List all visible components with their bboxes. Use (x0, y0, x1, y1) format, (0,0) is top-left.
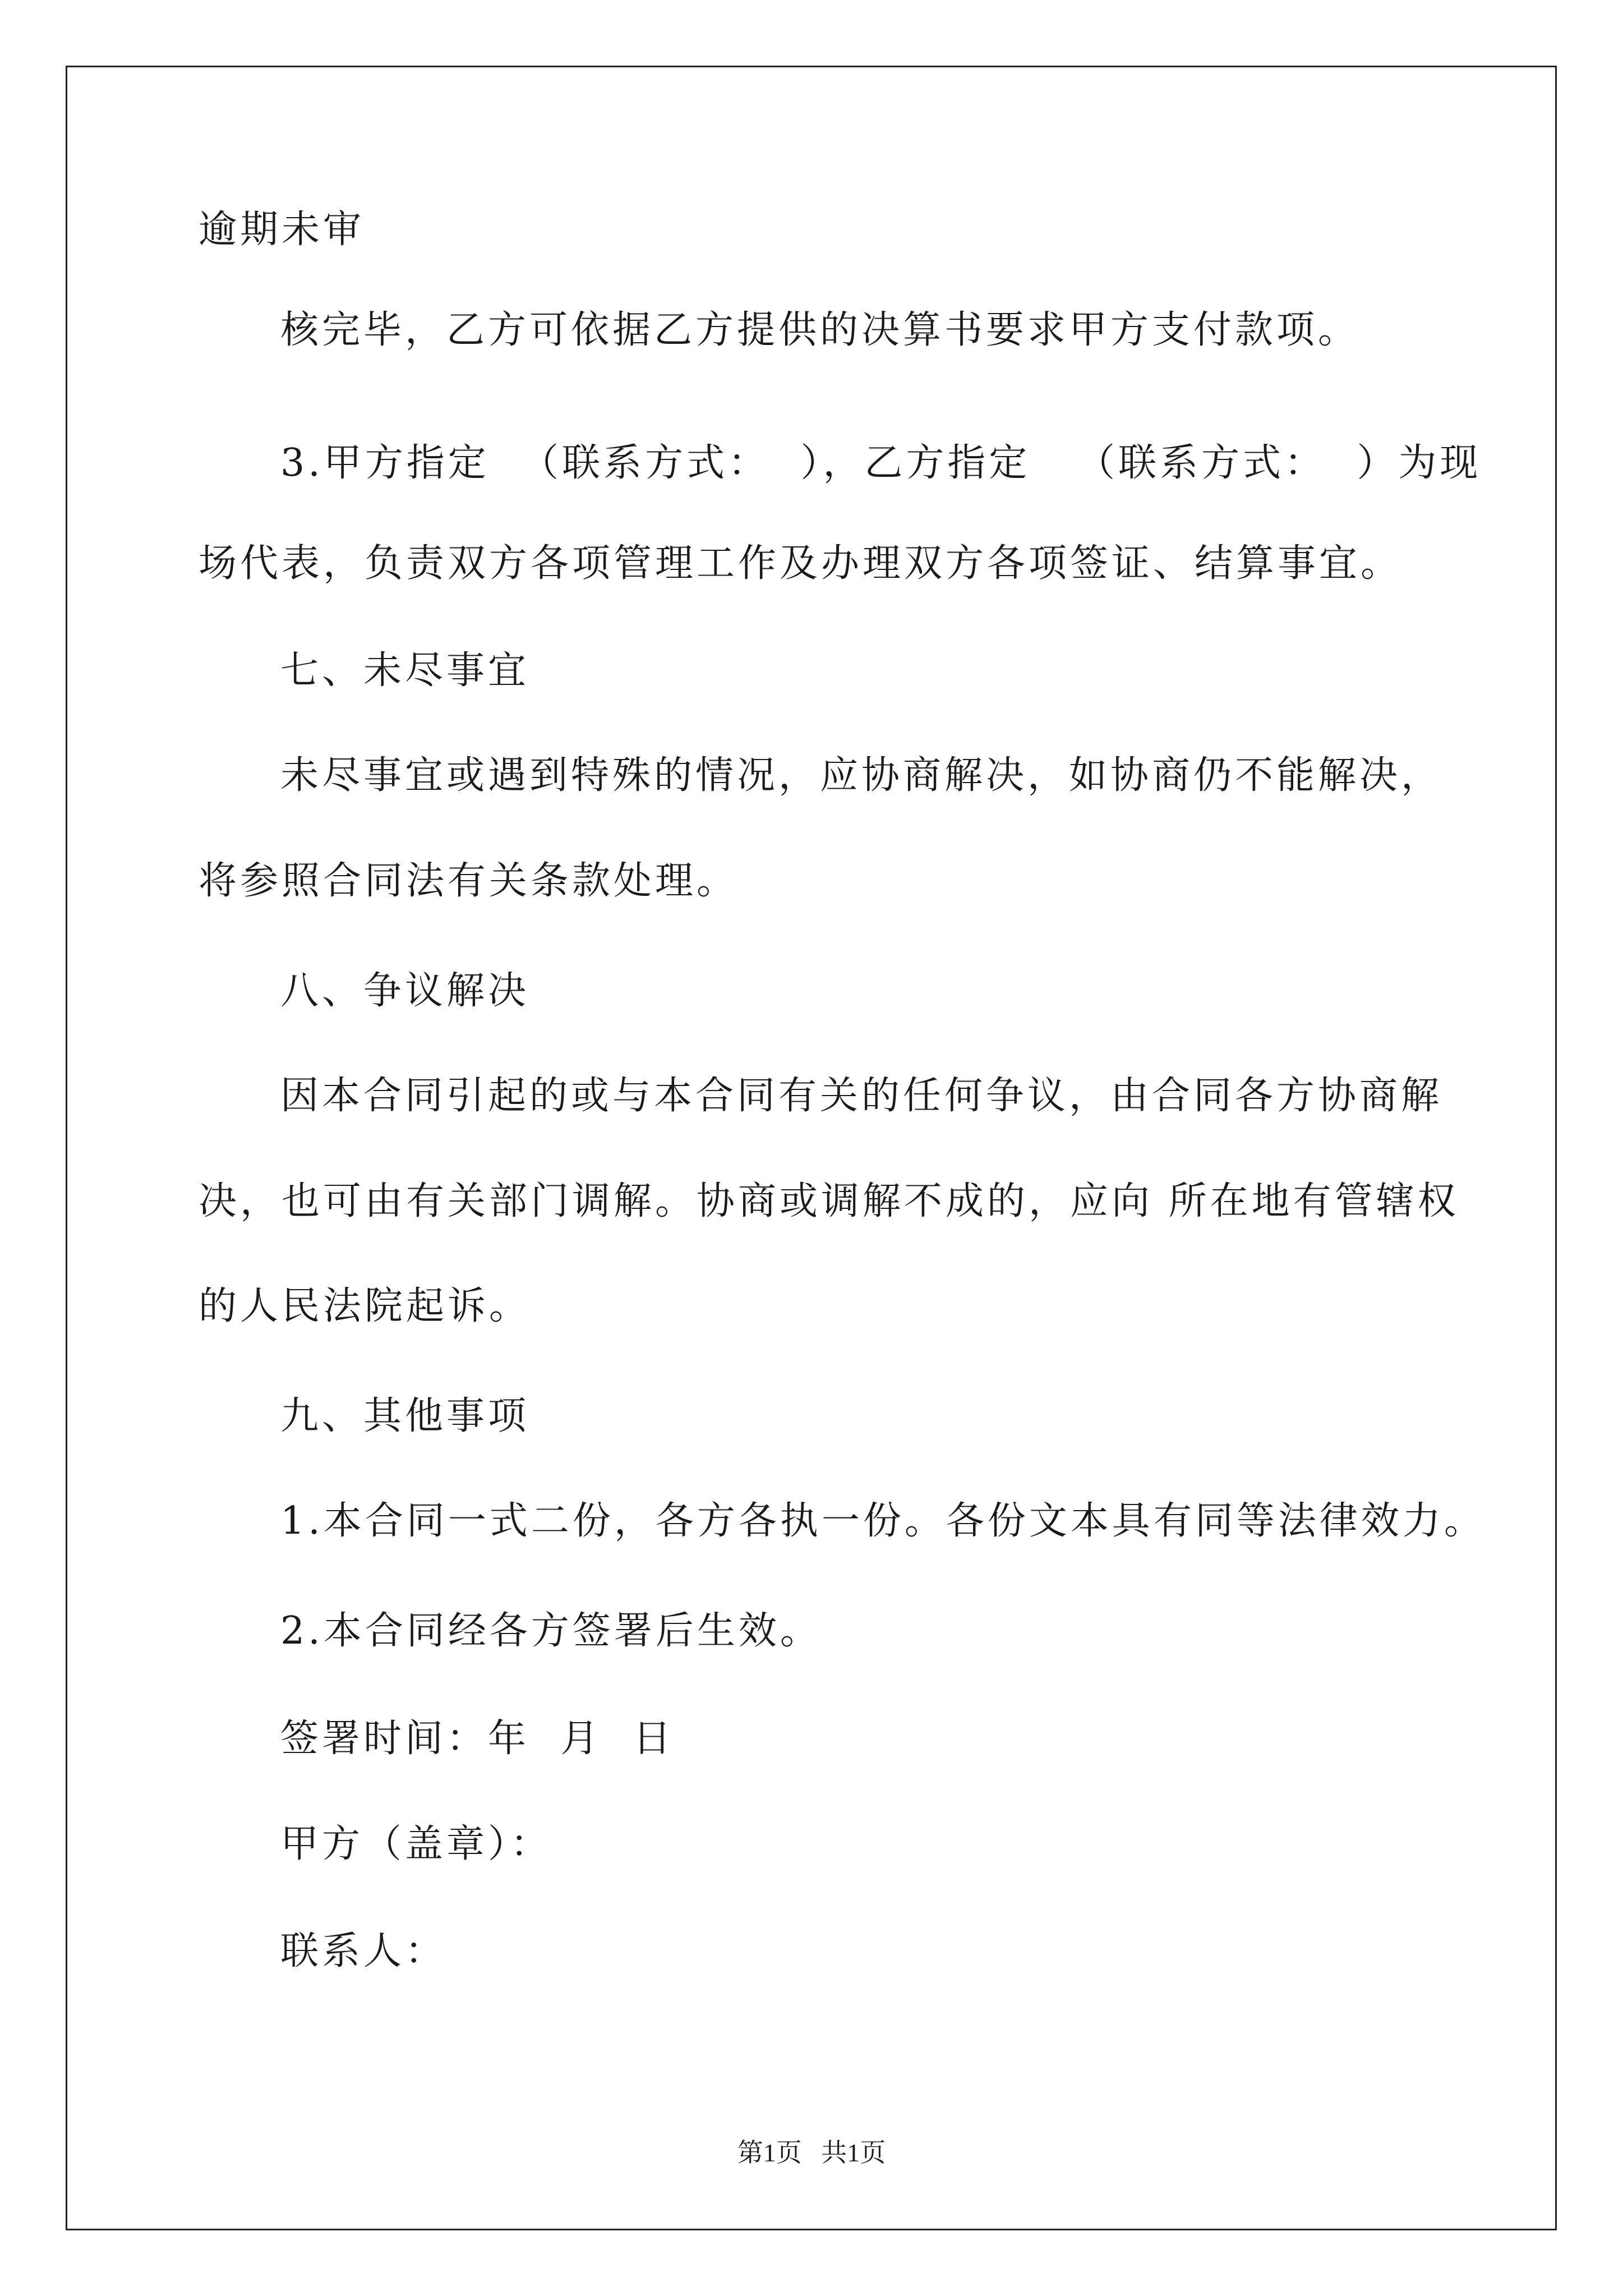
text-line-4: 场代表，负责双方各项管理工作及办理双方各项签证、结算事宜。 (199, 541, 1403, 586)
section-heading-8: 八、争议解决 (280, 969, 530, 1013)
contact-person-line: 联系人： (280, 1929, 447, 1973)
text-line-2: 核完毕，乙方可依据乙方提供的决算书要求甲方支付款项。 (280, 308, 1360, 352)
text-line-13: 1.本合同一式二份，各方各执一份。各份文本具有同等法律效力。 (280, 1499, 1486, 1543)
signing-date-line: 签署时间：年 月 日 (280, 1717, 675, 1761)
text-line-11: 的人民法院起诉。 (199, 1284, 531, 1328)
section-heading-9: 九、其他事项 (280, 1394, 530, 1438)
text-line-6: 未尽事宜或遇到特殊的情况，应协商解决，如协商仍不能解决， (280, 753, 1443, 798)
text-line-10: 决，也可由有关部门调解。协商或调解不成的，应向 所在地有管辖权 (199, 1179, 1459, 1223)
text-line-3: 3.甲方指定 （联系方式： ），乙方指定 （联系方式： ）为现 (280, 441, 1482, 485)
text-line-14: 2.本合同经各方签署后生效。 (280, 1609, 822, 1653)
text-line-1: 逾期未审 (199, 208, 365, 252)
page-number: 第1页 共1页 (737, 2138, 886, 2167)
text-line-9: 因本合同引起的或与本合同有关的任何争议，由合同各方协商解 (280, 1074, 1443, 1118)
text-line-7: 将参照合同法有关条款处理。 (199, 859, 739, 903)
party-a-seal-line: 甲方（盖章）： (280, 1822, 552, 1866)
page-border (66, 66, 1557, 2230)
section-heading-7: 七、未尽事宜 (280, 648, 530, 693)
